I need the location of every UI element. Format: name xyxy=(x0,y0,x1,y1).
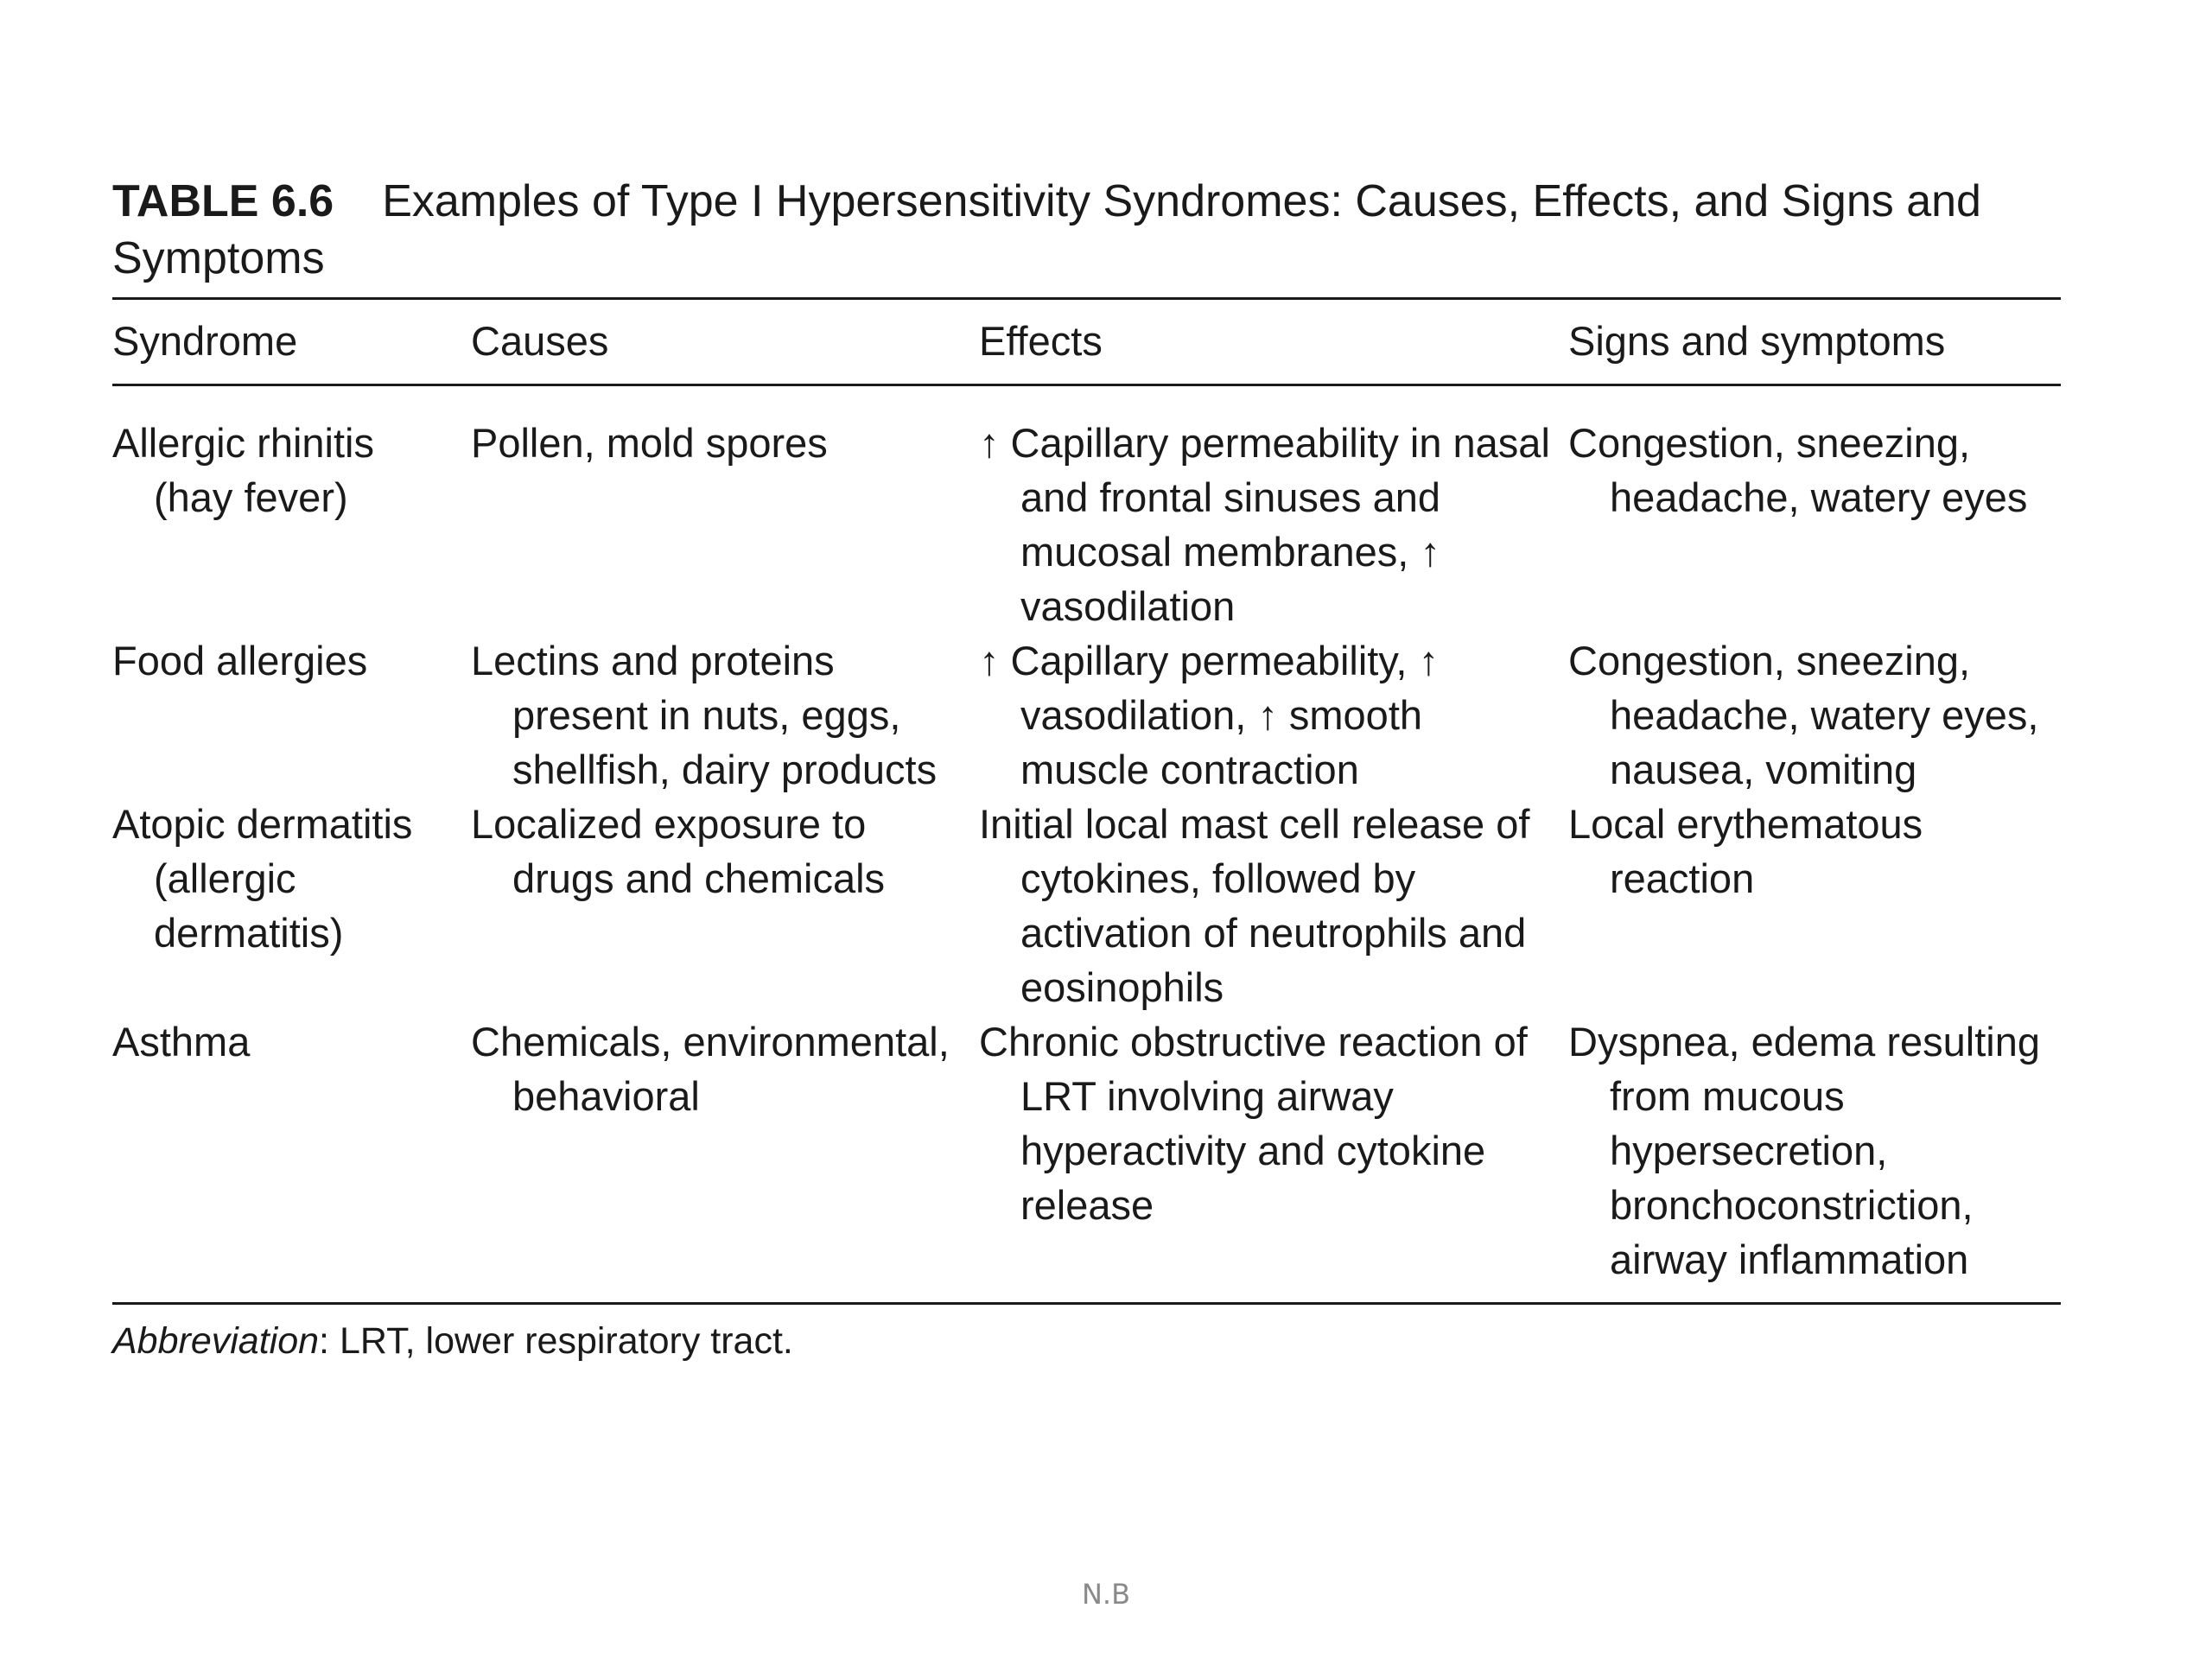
cell-effects: ↑ Capillary permeability, ↑ vasodilation, ↑ smooth muscle contraction xyxy=(979,638,1439,792)
cell-effects: Initial local mast cell release of cytokines, followed by activation of neutrophils and eosinophils xyxy=(979,801,1530,1010)
table-row xyxy=(112,797,2061,1014)
footnote-label: Abbreviation xyxy=(112,1320,320,1362)
cell-syndrome: Allergic rhinitis (hay fever) xyxy=(112,420,374,520)
table-title: Examples of Type I Hypersensitivity Syndromes: Causes, Effects, and Signs and Symptoms xyxy=(112,176,1981,283)
header-row xyxy=(112,300,2061,385)
cell-syndrome: Atopic dermatitis (allergic dermatitis) xyxy=(112,801,413,956)
footnote-text: : LRT, lower respiratory tract. xyxy=(319,1320,793,1362)
cell-causes: Chemicals, environmental, behavioral xyxy=(471,1019,950,1119)
cell-signs: Congestion, sneezing, headache, watery eyes xyxy=(1568,420,2028,520)
header-effects: Effects xyxy=(979,300,1568,385)
cell-causes: Localized exposure to drugs and chemicals xyxy=(471,801,886,901)
cell-effects: Chronic obstructive reaction of LRT involving airway hyperactivity and cytokine release xyxy=(979,1019,1528,1228)
cell-signs: Dyspnea, edema resulting from mucous hypersecretion, bronchoconstriction, airway inflammation xyxy=(1568,1019,2041,1282)
bottom-rule xyxy=(112,1302,2061,1305)
header-syndrome: Syndrome xyxy=(112,300,471,385)
cell-effects: ↑ Capillary permeability in nasal and frontal sinuses and mucosal membranes, ↑ vasodilation xyxy=(979,420,1550,629)
header-signs: Signs and symptoms xyxy=(1568,300,2061,385)
table-block xyxy=(112,173,2061,1367)
page-mark: N.B xyxy=(1081,1578,1131,1611)
cell-syndrome: Asthma xyxy=(112,1019,251,1065)
table-number: TABLE 6.6 xyxy=(112,176,334,226)
cell-causes: Pollen, mold spores xyxy=(471,420,828,466)
cell-signs: Congestion, sneezing, headache, watery eyes, nausea, vomiting xyxy=(1568,638,2039,792)
cell-syndrome: Food allergies xyxy=(112,638,368,683)
cell-causes: Lectins and proteins present in nuts, eggs, shellfish, dairy products xyxy=(471,638,938,792)
cell-signs: Local erythematous reaction xyxy=(1568,801,1923,901)
table-caption xyxy=(112,173,2061,287)
table-row xyxy=(112,1014,2061,1302)
table-footnote xyxy=(112,1315,2061,1367)
header-causes: Causes xyxy=(471,300,979,385)
syndromes-table xyxy=(112,300,2061,1302)
table-row xyxy=(112,633,2061,797)
table-row xyxy=(112,385,2061,634)
